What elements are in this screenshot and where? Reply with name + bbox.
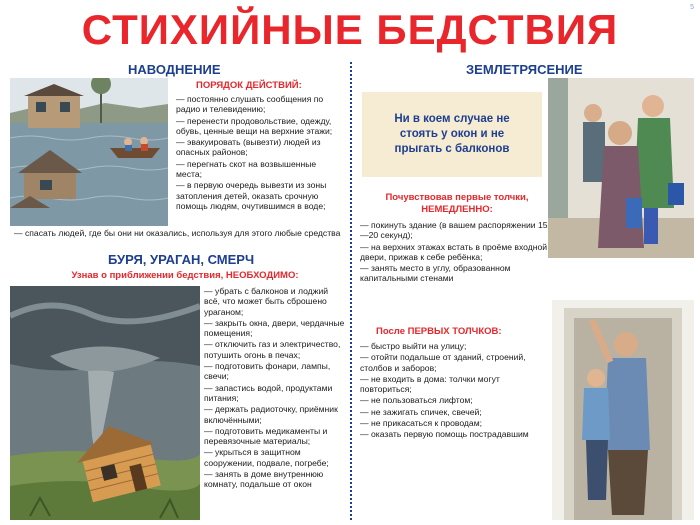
list-item: — не зажигать спичек, свечей; [360,406,482,417]
list-item: — покинуть здание (в вашем распоряжении 15—20 секунд); [360,220,548,241]
list-item: — оказать первую помощь пострадавшим [360,429,529,440]
storm-heading: БУРЯ, УРАГАН, СМЕРЧ [108,252,255,267]
list-item: — эвакуировать (вывезти) людей из опасных районов; [176,137,321,158]
earthquake-first-heading [372,192,542,216]
earthquake-warning-box [362,92,542,177]
list-item: — занять в доме внутреннюю комнату, подальше от окон [204,469,324,490]
flood-last-item: — спасать людей, где бы они ни оказались, используя для этого любые средства [14,228,341,238]
list-item: — перенести продовольствие, одежду, обувь, ценные вещи на верхние этажи; [176,115,333,136]
flood-heading: НАВОДНЕНИЕ [128,62,221,77]
storm-subheading [40,270,330,281]
list-item: — не пользоваться лифтом; [360,395,473,406]
column-divider [350,62,352,520]
list-item: — не входить в дома: толчки могут повториться; [360,373,500,395]
list-item: — не прикасаться к проводам; [360,418,483,429]
storm-subheading-prefix: Узнав о приближении бедствия, [71,270,226,281]
list-item: — занять место в углу, образованном капитальными стенами [360,263,511,284]
storm-subheading-emphasis: НЕОБХОДИМО: [225,270,299,281]
earthquake-warning-text: Ни в коем случае не стоять у окон и не прыгать с балконов [394,113,510,155]
earthquake-heading: ЗЕМЛЕТРЯСЕНИЕ [466,62,583,77]
storm-list [204,286,346,491]
page-number: 5 [690,4,694,11]
tornado-scene-illustration [10,286,200,520]
flood-list [176,94,344,212]
earthquake-first-heading-line1: Почувствовав первые толчки, [385,192,529,203]
list-item: — быстро выйти на улицу; [360,341,467,351]
list-item: — перегнать скот на возвышенные места; [176,158,317,180]
list-item: — убрать с балконов и лоджий всё, что может быть сброшено ураганом; [204,286,329,317]
list-item: — закрыть окна, двери, чердачные помещения; [204,317,345,339]
list-item: — на верхних этажах встать в проёме входной двери, прижав к себе ребёнка; [360,241,548,262]
list-item: — в первую очередь вывезти из зоны затопления детей, оказать срочную помощь людям, очутившимся в воде; [176,180,327,211]
list-item: — постоянно слушать сообщения по радио и телевидению; [176,94,324,115]
earthquake-after-emphasis: ПЕРВЫХ ТОЛЧКОВ: [407,326,502,337]
earthquake-after-list [360,341,548,441]
list-item: — подготовить фонари, лампы, свечи; [204,361,331,382]
flood-subheading: ПОРЯДОК ДЕЙСТВИЙ: [196,80,302,91]
page-title: СТИХИЙНЫЕ БЕДСТВИЯ [81,6,619,53]
earthquake-after-prefix: После [376,326,408,337]
list-item: — отключить газ и электричество, потушить огонь в печах; [204,339,341,360]
list-item: — отойти подальше от зданий, строений, столбов и заборов; [360,352,526,373]
flood-scene-illustration [10,78,168,226]
list-item: — держать радиоточку, приёмник включёнными; [204,404,338,425]
doorway-family-illustration [552,300,694,520]
list-item: — подготовить медикаменты и перевязочные материалы; [204,425,328,447]
list-item: — укрыться в защитном сооружении, подвале, погребе; [204,447,329,468]
earthquake-after-heading [376,326,502,337]
evacuating-people-illustration [548,78,694,258]
earthquake-first-heading-line2: НЕМЕДЛЕННО: [421,204,493,215]
list-item: — запастись водой, продуктами питания; [204,382,333,403]
earthquake-first-list [360,220,548,285]
